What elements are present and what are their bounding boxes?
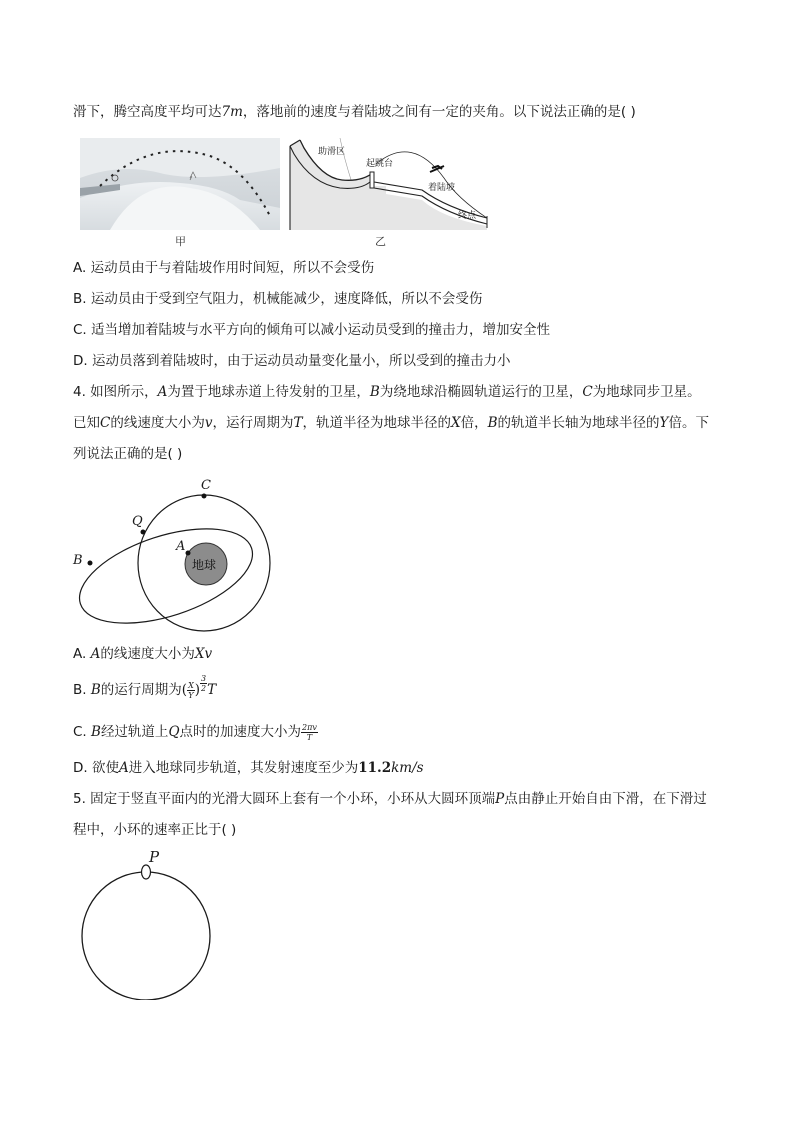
q3-option-a: A. 运动员由于与着陆坡作用时间短，所以不会受伤 <box>73 260 375 276</box>
q5-line-2: 程中，小环的速率正比于( ) <box>73 822 237 838</box>
orbit-b-ellipse <box>70 510 264 642</box>
satellite-b-dot <box>88 561 93 566</box>
q4-line-2 <box>73 413 709 433</box>
q4-opt-c-text-2: 点时的加速度大小为 <box>179 724 302 740</box>
q4-opt-b-T: T <box>207 682 217 698</box>
q4-opt-c-Q: Q <box>168 724 180 740</box>
q4-l2-text-b: 的线速度大小为 <box>110 415 205 431</box>
q4-l1-text-b: 为置于地球赤道上待发射的卫星， <box>167 384 370 400</box>
label-qitiao: 起跳台 <box>366 159 394 169</box>
q4-l2-var-B: B <box>487 415 498 431</box>
q3-height-value: 7m <box>221 104 243 120</box>
figure-jia-caption: 甲 <box>175 235 186 248</box>
figure-orbits <box>70 476 280 646</box>
q3-option-b: B. 运动员由于受到空气阻力，机械能减少，速度降低，所以不会受伤 <box>73 291 483 307</box>
q4-opt-b-prefix: B. <box>73 682 91 698</box>
figure-yi-caption: 乙 <box>375 235 386 248</box>
label-earth: 地球 <box>192 558 217 572</box>
q3-option-d: D. 运动员落到着陆坡时，由于运动员动量变化量小，所以受到的撞击力小 <box>73 353 511 369</box>
q4-opt-c-frac-num: 2πv <box>302 722 317 732</box>
q4-l2-text-d: ，轨道半径为地球半径的 <box>302 415 451 431</box>
q4-l1-text-c: 为绕地球沿椭圆轨道运行的卫星， <box>379 384 583 400</box>
q3-intro-line <box>73 102 636 122</box>
q4-opt-c-var: B <box>91 724 101 740</box>
q4-l2-text-e: 倍， <box>460 415 488 431</box>
big-ring <box>82 872 210 1000</box>
q4-l2-text-c: ，运行周期为 <box>212 415 294 431</box>
q4-var-C: C <box>582 384 593 400</box>
q4-opt-d-text: 进入地球同步轨道，其发射速度至少为 <box>128 760 359 776</box>
label-B: B <box>73 553 83 568</box>
q4-opt-c-frac-den: T <box>306 732 313 742</box>
q4-opt-a-prefix: A. <box>73 646 91 662</box>
q3-intro-text-b: ，落地前的速度与着陆坡之间有一定的夹角。以下说法正确的是( ) <box>242 104 636 120</box>
q4-opt-d-prefix: D. 欲使 <box>73 760 119 776</box>
figure-ring <box>74 850 224 1000</box>
q4-opt-d-value: 11.2 <box>358 760 392 776</box>
q4-opt-a-value: Xv <box>194 646 213 662</box>
q4-opt-c-fraction <box>301 723 318 742</box>
q4-l2-text-g: 倍。下 <box>668 415 709 431</box>
q5-l1-text-b: 点由静止开始自由下滑，在下滑过 <box>504 791 707 807</box>
q4-opt-b-exp-num: 3 <box>201 674 207 683</box>
label-zhuolu: 着陆坡 <box>428 183 456 193</box>
satellite-c-dot <box>202 494 207 499</box>
label-Q: Q <box>132 514 143 529</box>
q4-option-c <box>73 722 318 742</box>
q4-l1-text-d: 为地球同步卫星。 <box>592 384 701 400</box>
label-A: A <box>176 539 186 554</box>
q4-opt-b-frac-den: Y <box>188 690 194 700</box>
q4-option-d <box>73 758 424 778</box>
q4-line-1 <box>73 382 701 402</box>
q4-opt-b-frac-num: X <box>188 680 194 690</box>
label-zhongdian: 终点 <box>458 211 477 221</box>
q4-opt-d-var: A <box>118 760 129 776</box>
q4-l2-var-Y: Y <box>659 415 669 431</box>
q4-l2-text-f: 的轨道半长轴为地球半径的 <box>497 415 660 431</box>
q5-line-1 <box>73 789 707 809</box>
q4-option-a <box>73 644 212 664</box>
q5-var-P: P <box>495 791 505 807</box>
label-C: C <box>201 478 211 493</box>
q3-intro-text-a: 滑下，腾空高度平均可达 <box>73 104 222 120</box>
q4-opt-c-prefix: C. <box>73 724 92 740</box>
q3-option-c: C. 适当增加着陆坡与水平方向的倾角可以减小运动员受到的撞击力，增加安全性 <box>73 322 551 338</box>
q4-opt-c-text: 经过轨道上 <box>100 724 169 740</box>
label-zhuhua: 助滑区 <box>318 147 346 157</box>
satellite-a-dot <box>186 551 191 556</box>
q4-opt-a-text: 的线速度大小为 <box>100 646 195 662</box>
point-q-dot <box>141 530 146 535</box>
q5-l1-text-a: 5. 固定于竖直平面内的光滑大圆环上套有一个小环，小环从大圆环顶端 <box>73 791 496 807</box>
q4-opt-b-var: B <box>90 682 101 698</box>
q4-option-b: B. B的运行周期为( $\frac{X}{Y}$ ) $\frac{3}{2}$ T <box>73 674 217 700</box>
small-ring <box>142 865 151 879</box>
q4-opt-a-var: A <box>90 646 101 662</box>
q4-l2-var-C: C <box>100 415 111 431</box>
q4-l2-var-T: T <box>293 415 303 431</box>
q4-l2-text-a: 已知 <box>73 415 100 431</box>
q4-l2-var-v: v <box>204 415 213 431</box>
q4-opt-b-fraction <box>187 681 195 700</box>
q4-opt-b-exp-den: 2 <box>201 684 207 693</box>
q4-var-B: B <box>369 384 380 400</box>
label-P: P <box>149 848 160 866</box>
figure-yi-diagram <box>282 138 492 230</box>
q4-var-A: A <box>157 384 168 400</box>
q4-opt-b-text: 的运行周期为 <box>100 682 182 698</box>
q4-l1-text-a: 4. 如图所示， <box>73 384 158 400</box>
q4-opt-d-unit: km/s <box>391 760 424 776</box>
figure-jia-photo <box>80 138 280 230</box>
q4-l2-var-X: X <box>451 415 461 431</box>
q4-line-3: 列说法正确的是( ) <box>73 446 183 462</box>
